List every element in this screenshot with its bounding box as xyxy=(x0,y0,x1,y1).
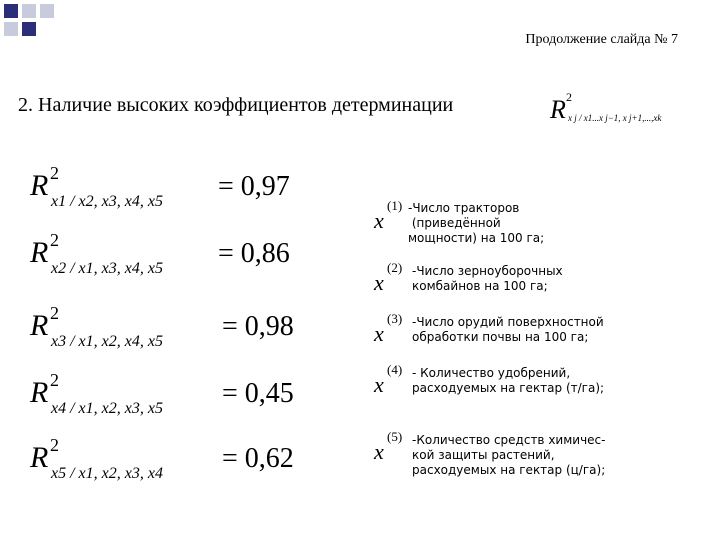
equation-subscript: x2 / x1, x3, x4, x5 xyxy=(51,260,163,277)
variable-description: - Количество удобрений, расходуемых на гектар (т/га); xyxy=(412,366,605,395)
variable-x3 xyxy=(374,311,414,351)
equation-value: = 0,97 xyxy=(218,171,290,202)
slide-continuation-note: Продолжение слайда № 7 xyxy=(525,32,678,47)
variable-description: -Число орудий поверхностной обработки почвы на 100 га; xyxy=(412,315,604,344)
variable-index: (2) xyxy=(387,260,403,275)
equation-exponent: 2 xyxy=(50,303,59,323)
variable-x4 xyxy=(374,362,414,402)
equation-r2-x5 xyxy=(30,437,360,487)
equation-value: = 0,45 xyxy=(222,378,294,409)
variable-index: (1) xyxy=(387,198,403,213)
variable-x2 xyxy=(374,260,414,300)
variable-x5 xyxy=(374,429,414,469)
formula-exponent: 2 xyxy=(566,90,572,104)
equation-r2-x4 xyxy=(30,372,360,422)
equation-letter: R xyxy=(30,236,49,269)
slide-heading: 2. Наличие высоких коэффициентов детерминации xyxy=(18,94,454,116)
equation-value: = 0,62 xyxy=(222,443,294,474)
variable-index: (4) xyxy=(387,362,403,377)
equation-letter: R xyxy=(30,376,49,409)
equation-letter: R xyxy=(30,309,49,342)
variable-index: (5) xyxy=(387,429,403,444)
equation-subscript: x5 / x1, x2, x3, x4 xyxy=(51,465,163,482)
equation-letter: R xyxy=(30,441,49,474)
equation-r2-x3 xyxy=(30,305,360,355)
variable-description: -Число тракторов (приведённой мощности) на 100 га; xyxy=(408,201,545,245)
equation-exponent: 2 xyxy=(50,435,59,455)
variable-symbol: x xyxy=(374,321,384,346)
slide-corner-decoration xyxy=(0,0,60,45)
equation-letter: R xyxy=(30,169,49,202)
variable-index: (3) xyxy=(387,311,403,326)
variable-symbol: x xyxy=(374,439,384,464)
variable-symbol: x xyxy=(374,270,384,295)
equation-exponent: 2 xyxy=(50,370,59,390)
equation-value: = 0,86 xyxy=(218,238,290,269)
equation-subscript: x3 / x1, x2, x4, x5 xyxy=(51,333,163,350)
variable-symbol: x xyxy=(374,372,384,397)
variable-symbol: x xyxy=(374,208,384,233)
formula-subscript: x j / x1...x j−1, x j+1,...,xk xyxy=(568,113,662,123)
determination-coefficient-formula xyxy=(550,90,662,125)
equation-r2-x2 xyxy=(30,232,360,282)
variable-description: -Количество средств химичес- кой защиты растений, расходуемых на гектар (ц/га); xyxy=(412,433,606,477)
variable-description: -Число зерноуборочных комбайнов на 100 га; xyxy=(412,264,563,293)
formula-letter: R xyxy=(550,95,566,124)
equation-exponent: 2 xyxy=(50,230,59,250)
equation-value: = 0,98 xyxy=(222,311,294,342)
equation-r2-x1 xyxy=(30,165,360,215)
equation-subscript: x1 / x2, x3, x4, x5 xyxy=(51,193,163,210)
equation-subscript: x4 / x1, x2, x3, x5 xyxy=(51,400,163,417)
equation-exponent: 2 xyxy=(50,163,59,183)
